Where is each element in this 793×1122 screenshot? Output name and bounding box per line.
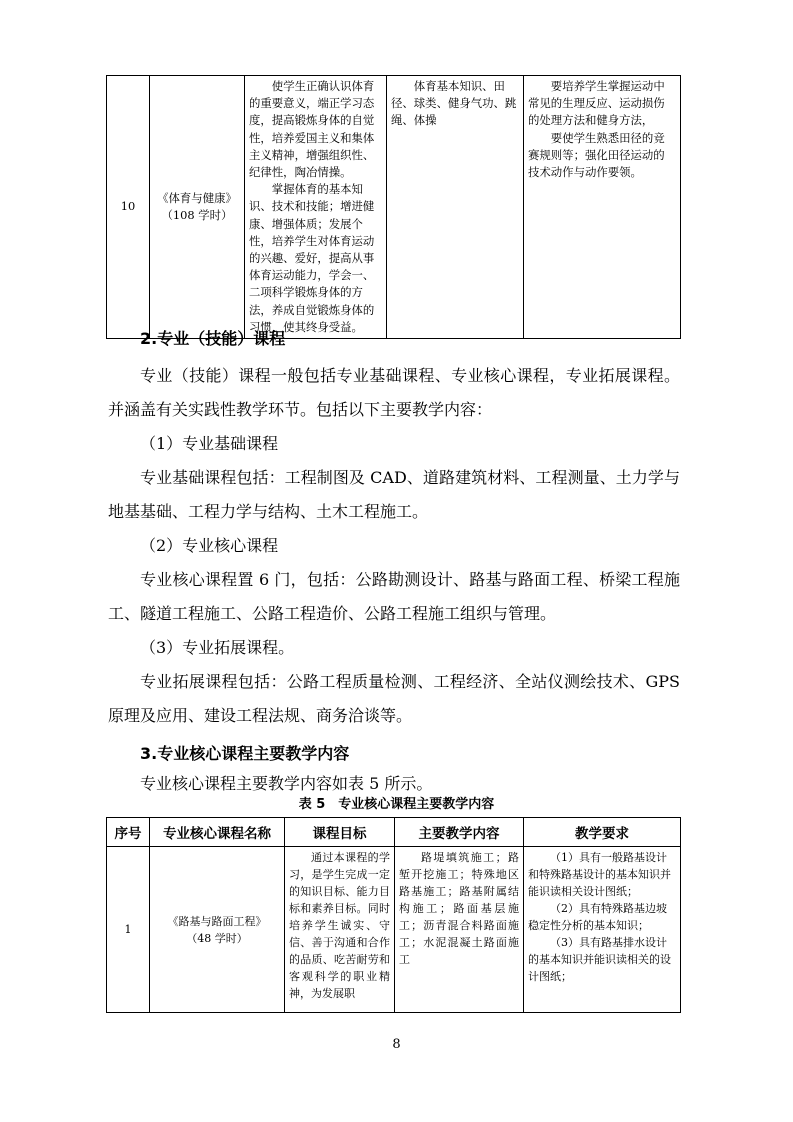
course-name-cell	[150, 847, 285, 1013]
requirement-paragraph: 要使学生熟悉田径的竞赛规则等；强化田径运动的技术动作与动作要领。	[528, 130, 665, 180]
table-row	[107, 76, 681, 339]
course-requirements-cell	[524, 847, 681, 1013]
course-content-cell	[395, 847, 524, 1013]
course-requirements-cell	[524, 76, 681, 339]
column-header: 序号	[107, 818, 150, 847]
subsection-heading: （3）专业拓展课程。	[140, 638, 295, 657]
goal-text: 通过本课程的学习，是学生完成一定的知识目标、能力目标和素养目标。同时培养学生诚实、守信、善于沟通和合作的品质、吃苦耐劳和客观科学的职业精神，为发展职	[289, 851, 390, 1000]
table-row	[107, 847, 681, 1013]
paragraph: 专业核心课程主要教学内容如表 5 所示。	[140, 774, 433, 793]
course-goals-cell	[245, 76, 387, 339]
course-name-cell	[150, 76, 245, 339]
requirement-paragraph: 要培养学生掌握运动中常见的生理反应、运动损伤的处理方法和健身方法，	[528, 79, 665, 128]
section-heading: 3.专业核心课程主要教学内容	[140, 744, 350, 763]
content-text: 体育基本知识、田径、球类、健身气功、跳绳、体操	[391, 79, 517, 128]
row-number: 1	[107, 847, 150, 1013]
subsection-heading: （1）专业基础课程	[140, 434, 279, 453]
column-header: 教学要求	[524, 818, 681, 847]
paragraph: 专业核心课程置 6 门，包括：公路勘测设计、路基与路面工程、桥梁工程施工、隧道工程施工、公路工程造价、公路工程施工组织与管理。	[108, 570, 680, 623]
row-number: 10	[107, 76, 150, 339]
goal-paragraph: 掌握体育的基本知识、技术和技能；增进健康、增强体质；发展个性，培养学生对体育运动的兴趣、爱好，提高从事体育运动能力，学会一、二项科学锻炼身体的方法，养成自觉锻炼身体的习惯，使其终身受益。	[249, 182, 375, 334]
requirement-paragraph: （3）具有路基排水设计的基本知识并能识读相关的设计图纸；	[528, 936, 671, 983]
section-heading: 2.专业（技能）课程	[140, 329, 286, 348]
course-hours: （48 学时）	[186, 931, 248, 945]
course-name: 《路基与路面工程》	[167, 914, 267, 928]
requirement-paragraph: （1）具有一般路基设计和特殊路基设计的基本知识并能识读相关设计图纸；	[528, 851, 671, 898]
sports-course-table	[106, 75, 681, 339]
requirement-paragraph: （2）具有特殊路基边坡稳定性分析的基本知识；	[528, 902, 667, 932]
paragraph: 专业（技能）课程一般包括专业基础课程、专业核心课程，专业拓展课程。并涵盖有关实践性教学环节。包括以下主要教学内容：	[108, 366, 680, 419]
column-header: 主要教学内容	[395, 818, 524, 847]
paragraph: 专业基础课程包括：工程制图及 CAD、道路建筑材料、工程测量、土力学与地基基础、工程力学与结构、土木工程施工。	[108, 468, 680, 521]
table-header-row	[107, 818, 681, 847]
course-content-cell	[387, 76, 524, 339]
table-caption: 表 5 专业核心课程主要教学内容	[298, 797, 495, 812]
course-name: 《体育与健康》	[157, 190, 237, 205]
column-header: 课程目标	[285, 818, 395, 847]
core-course-table	[106, 817, 681, 1013]
course-goal-cell	[285, 847, 395, 1013]
content-text: 路堤填筑施工；路堑开挖施工；特殊地区路基施工；路基附属结构施工；路面基层施工；沥青混合料路面施工；水泥混凝土路面施工	[399, 851, 519, 966]
course-hours: （108 学时）	[161, 208, 233, 223]
goal-paragraph: 使学生正确认识体育的重要意义，端正学习态度，提高锻炼身体的自觉性，培养爱国主义和集体主义精神，增强组织性、纪律性，陶冶情操。	[249, 79, 375, 180]
subsection-heading: （2）专业核心课程	[140, 536, 279, 555]
paragraph: 专业拓展课程包括：公路工程质量检测、工程经济、全站仪测绘技术、GPS 原理及应用、建设工程法规、商务洽谈等。	[108, 672, 680, 725]
column-header: 专业核心课程名称	[150, 818, 285, 847]
page-number: 8	[392, 1037, 401, 1052]
